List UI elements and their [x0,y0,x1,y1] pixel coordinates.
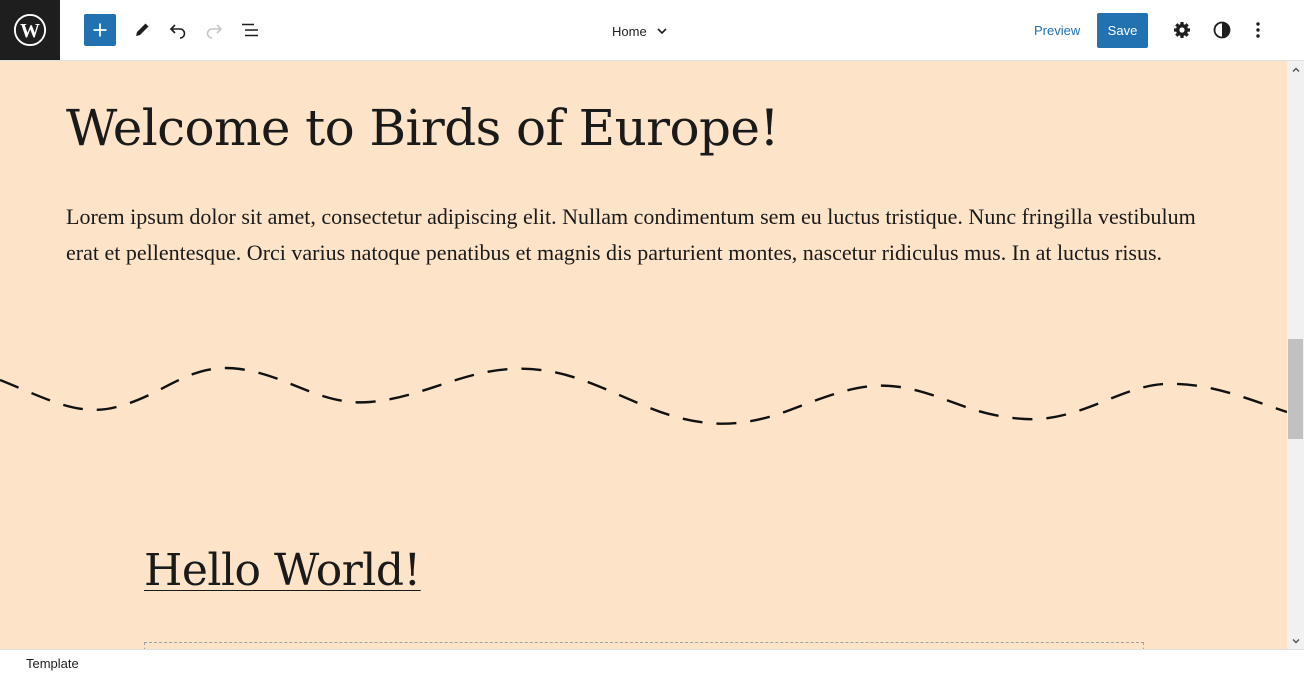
scrollbar-thumb[interactable] [1288,339,1303,439]
list-view-icon [240,20,260,40]
post-title-link[interactable]: Hello World! [144,545,421,596]
editor-header [0,0,1304,61]
document-title: Home [612,23,647,39]
save-button[interactable]: Save [1097,13,1148,48]
styles-button[interactable] [1206,14,1238,46]
document-title-dropdown[interactable] [612,18,669,44]
svg-text:W: W [20,20,40,43]
plus-icon [92,22,108,38]
chevron-down-icon [655,24,669,38]
add-block-button[interactable] [84,14,116,46]
post-content-placeholder[interactable] [144,642,1144,649]
redo-icon [204,20,224,40]
redo-button[interactable] [198,14,230,46]
wordpress-logo-button[interactable] [0,0,60,60]
gear-icon [1172,20,1192,40]
wordpress-icon [13,13,47,47]
intro-paragraph[interactable]: Lorem ipsum dolor sit amet, consectetur adipiscing elit. Nullam condimentum sem eu luctus tristique. Nunc fringilla vestibulum erat et pellentesque. Orci varius natoque penatibus et magnis dis parturient montes, nascetur ridiculus mus. In at luctus risus. [66,204,1196,265]
chevron-down-icon [1291,636,1301,646]
undo-icon [168,20,188,40]
block-breadcrumb-bar [0,649,1304,674]
page-heading[interactable]: Welcome to Birds of Europe! [66,99,779,157]
more-vertical-icon [1248,20,1268,40]
tools-button[interactable] [126,14,158,46]
canvas-scrollbar[interactable] [1287,61,1304,649]
breadcrumb-template[interactable]: Template [26,656,79,671]
editor-canvas[interactable] [0,61,1287,649]
scroll-up-button[interactable] [1287,61,1304,78]
half-circle-contrast-icon [1212,20,1232,40]
preview-button[interactable]: Preview [1034,22,1081,38]
more-options-button[interactable] [1242,14,1274,46]
list-view-button[interactable] [234,14,266,46]
wavy-separator [0,356,1287,436]
chevron-up-icon [1291,65,1301,75]
pencil-icon [132,20,152,40]
scroll-down-button[interactable] [1287,632,1304,649]
undo-button[interactable] [162,14,194,46]
settings-button[interactable] [1166,14,1198,46]
